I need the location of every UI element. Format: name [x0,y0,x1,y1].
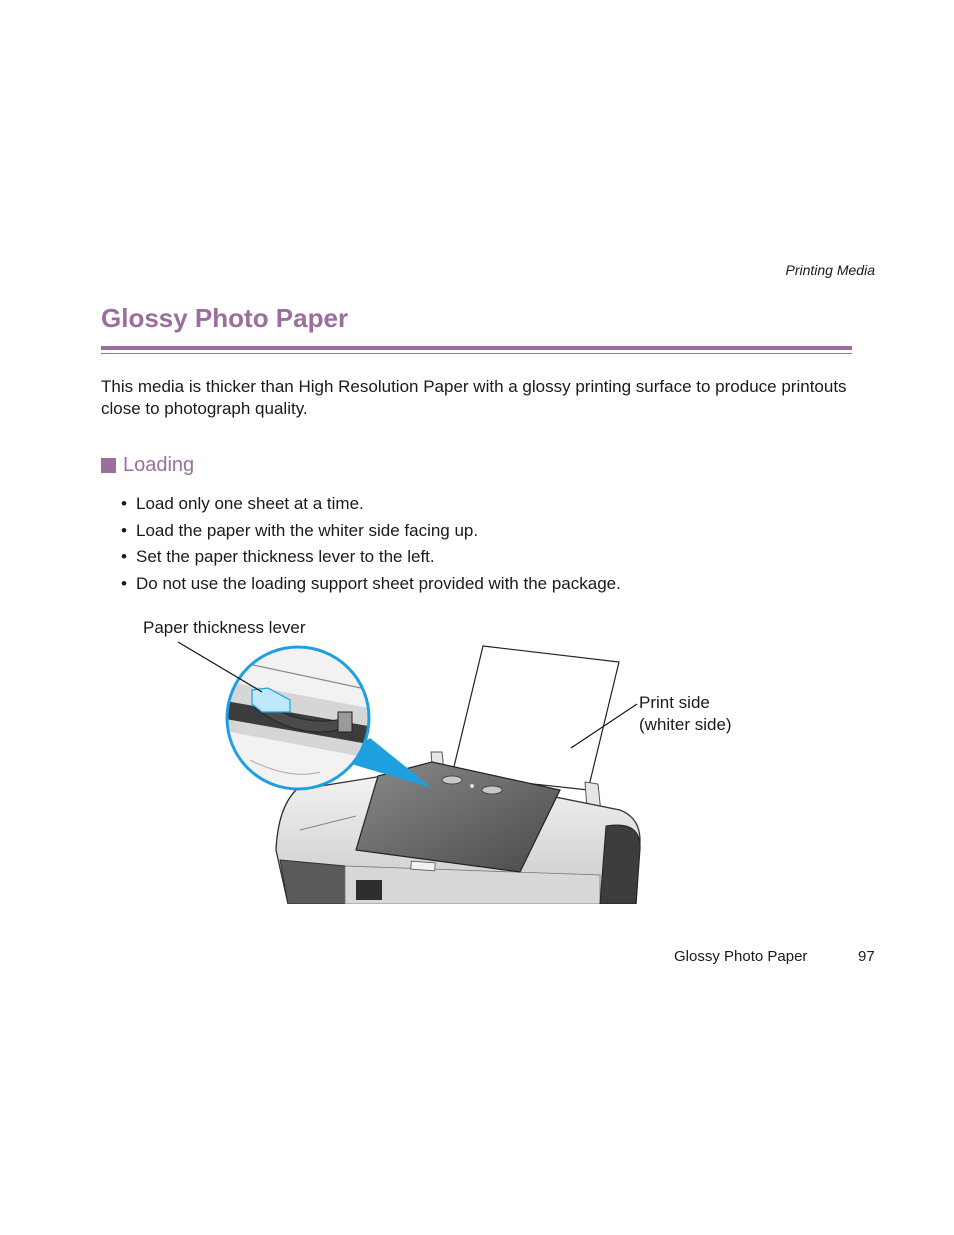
list-item: • Load only one sheet at a time. [121,494,364,513]
square-bullet-icon [101,458,116,473]
list-item: • Set the paper thickness lever to the left. [121,547,435,566]
title-rule [101,346,852,355]
paper-guide-right [585,782,602,822]
lever-highlight [252,688,290,712]
section-heading-label: Loading [123,454,195,476]
intro-paragraph: This media is thicker than High Resolution Paper with a glossy printing surface to produce printouts close to photograph quality. [101,377,847,418]
inset-ring [227,647,369,789]
callout-print-side [639,692,732,736]
bullet-list [121,493,621,599]
callout-print-side-line1: Print side [639,693,710,712]
printer-side [600,825,640,904]
print-side-leader-line [571,704,637,748]
printer-front-panel [280,860,345,904]
callout-paper-thickness-lever: Paper thickness lever [143,618,306,637]
printer-body [276,770,640,904]
page-number: 97 [858,948,875,965]
list-item: • Do not use the loading support sheet provided with the package. [121,573,621,593]
footer-title: Glossy Photo Paper [674,948,808,965]
page-title: Glossy Photo Paper [101,303,349,333]
paper-sheet [452,646,619,790]
section-heading [101,454,194,477]
printer-lid [356,762,560,872]
lever-leader-line [178,642,262,692]
lever-inset [220,640,380,800]
callout-print-side-line2: (whiter side) [639,715,732,734]
running-head: Printing Media [785,262,875,278]
highlight-wedge [338,738,432,788]
thickness-lever [255,696,346,732]
paper-guide-left [431,752,446,790]
list-item: • Load the paper with the whiter side facing up. [121,520,479,540]
